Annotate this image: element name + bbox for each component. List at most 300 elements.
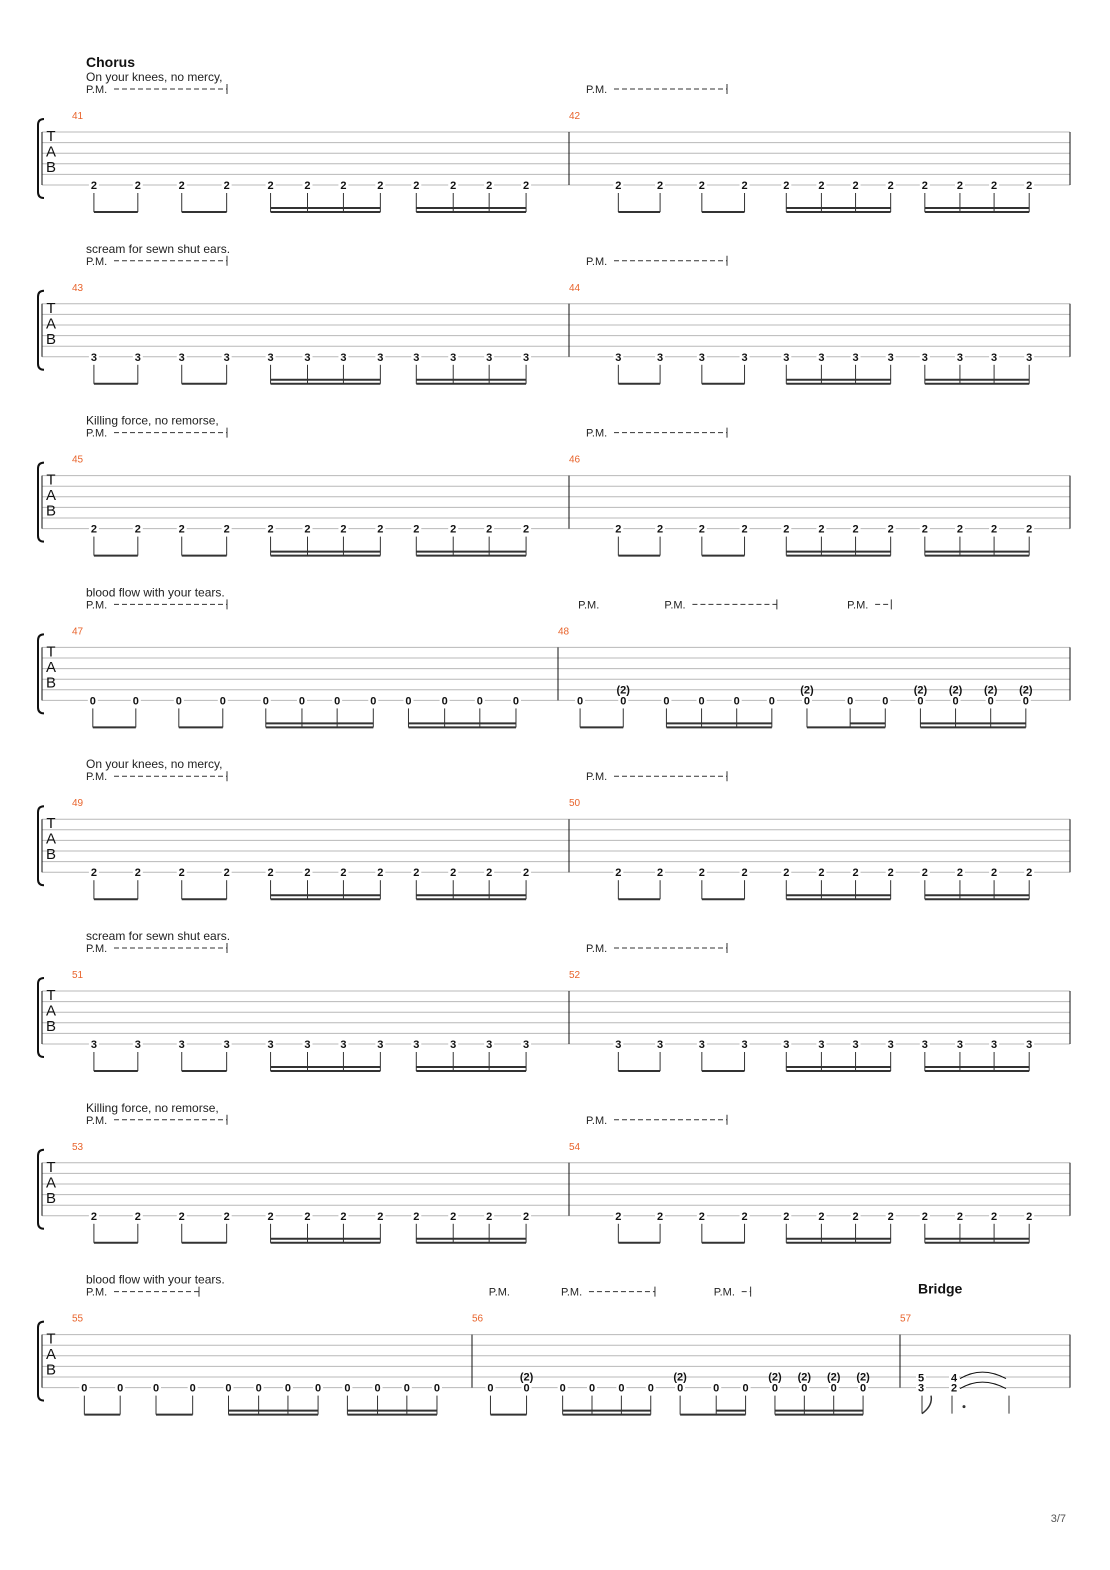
fret-number: 3: [615, 1039, 622, 1051]
tab-system: [38, 757, 1070, 899]
fret-number: 2: [450, 1210, 457, 1223]
fret-number: 2: [178, 180, 185, 192]
fret-number: 2: [90, 1210, 97, 1223]
fret-number: 2: [267, 180, 274, 192]
fret-number: 3: [178, 351, 185, 364]
system-bracket: [38, 1150, 44, 1229]
fret-number: 2: [783, 523, 790, 536]
ghost-note: (2): [768, 1371, 782, 1384]
fret-number: 2: [486, 867, 493, 880]
fret-number: 2: [1026, 180, 1033, 192]
fret-number: 2: [991, 523, 998, 536]
ghost-note: (2): [826, 1371, 841, 1384]
tab-system: [38, 585, 1070, 727]
palm-mute-label: P.M.: [586, 255, 608, 268]
fret-number: 2: [921, 180, 928, 192]
fret-number: 0: [698, 695, 705, 708]
fret-number: 2: [450, 180, 457, 192]
fret-number: 2: [486, 1210, 493, 1223]
fret-number: 0: [433, 1382, 441, 1395]
fret-number: 3: [523, 1039, 530, 1051]
fret-number: 2: [523, 867, 530, 880]
fret-number: 2: [413, 1210, 420, 1223]
fret-number: 3: [267, 1039, 274, 1051]
fret-number: 0: [588, 1382, 596, 1395]
fret-number: 2: [90, 180, 97, 192]
measure-number: 41: [72, 111, 84, 122]
measure-number: 48: [558, 626, 570, 638]
fret-number: 2: [921, 867, 928, 880]
fret-number: 3: [698, 351, 705, 364]
tab-clef-letter: A: [45, 1174, 57, 1192]
fret-number: 2: [377, 867, 384, 880]
fret-number: 0: [523, 1382, 530, 1395]
fret-number: 3: [223, 351, 230, 364]
measure-number: 46: [569, 454, 581, 466]
lyric-line: Killing force, no remorse,: [86, 413, 219, 428]
fret-number: 0: [405, 695, 412, 708]
system-bracket: [38, 806, 44, 885]
ghost-note: (2): [983, 684, 998, 697]
fret-number: 2: [956, 867, 963, 880]
fret-number: 0: [647, 1382, 654, 1395]
fret-number: 0: [298, 695, 306, 708]
page-number: 3/7: [1050, 1513, 1066, 1525]
fret-number: 2: [956, 1210, 963, 1223]
fret-number: 2: [887, 180, 894, 192]
fret-number: 0: [677, 1382, 684, 1395]
fret-number: 0: [89, 695, 96, 708]
fret-number: 0: [742, 1382, 749, 1395]
ghost-note: (2): [519, 1371, 534, 1384]
fret-number: 3: [991, 351, 998, 364]
fret-number: 0: [81, 1382, 88, 1395]
note-flag: [922, 1396, 931, 1414]
tab-system: [38, 242, 1070, 384]
tab-clef-letter: A: [45, 143, 57, 161]
fret-number: 3: [486, 1039, 493, 1051]
fret-number: 0: [219, 695, 226, 708]
chord-fret-top: 5: [917, 1372, 925, 1385]
system-bracket: [38, 1322, 44, 1401]
tab-clef-letter: A: [45, 830, 57, 848]
fret-number: 2: [450, 523, 457, 536]
fret-number: 3: [956, 1039, 963, 1051]
dot: [963, 1405, 966, 1408]
fret-number: 2: [134, 523, 141, 536]
fret-number: 3: [90, 351, 97, 364]
fret-number: 2: [134, 180, 141, 192]
fret-number: 3: [340, 1039, 347, 1051]
fret-number: 0: [334, 695, 341, 708]
fret-number: 0: [801, 1382, 808, 1395]
fret-number: 2: [523, 180, 530, 192]
fret-number: 3: [413, 351, 420, 364]
section-label: Chorus: [86, 54, 135, 70]
fret-number: 3: [657, 351, 664, 364]
fret-number: 2: [818, 867, 825, 880]
fret-number: 0: [132, 695, 139, 708]
fret-number: 3: [818, 1039, 825, 1051]
fret-number: 2: [657, 867, 664, 880]
measure-number: 43: [72, 282, 84, 294]
palm-mute-label: P.M.: [586, 427, 608, 440]
tab-system: [38, 929, 1070, 1071]
fret-number: 2: [223, 523, 230, 536]
fret-number: 2: [657, 523, 664, 536]
fret-number: 3: [818, 351, 825, 364]
palm-mute-label: P.M.: [86, 84, 108, 96]
fret-number: 2: [1026, 867, 1033, 880]
fret-number: 2: [1026, 523, 1033, 536]
fret-number: 0: [733, 695, 740, 708]
fret-number: 3: [304, 1039, 311, 1051]
fret-number: 2: [304, 867, 311, 880]
fret-number: 2: [178, 867, 185, 880]
fret-number: 0: [117, 1382, 124, 1395]
system-bracket: [38, 119, 44, 198]
fret-number: 0: [344, 1382, 351, 1395]
fret-number: 0: [152, 1382, 160, 1395]
fret-number: 2: [1026, 1210, 1033, 1223]
fret-number: 2: [615, 180, 622, 192]
lyric-line: blood flow with your tears.: [86, 585, 225, 600]
measure-number: 49: [72, 798, 84, 810]
tab-clef-letter: T: [46, 643, 56, 661]
ghost-note: (2): [616, 684, 630, 697]
lyric-line: On your knees, no mercy,: [86, 757, 223, 772]
fret-number: 0: [255, 1382, 262, 1395]
fret-number: 2: [657, 1210, 664, 1223]
fret-number: 3: [698, 1039, 705, 1051]
measure-number: 42: [569, 111, 581, 122]
fret-number: 3: [377, 351, 384, 364]
tab-clef-letter: B: [45, 502, 57, 520]
palm-mute-label: P.M.: [86, 255, 108, 268]
ghost-note: (2): [800, 684, 814, 697]
tab-clef-letter: T: [46, 299, 56, 317]
palm-mute-label: P.M.: [586, 943, 608, 955]
fret-number: 2: [852, 180, 859, 192]
fret-number: 3: [486, 351, 493, 364]
palm-mute-label: P.M.: [578, 599, 600, 612]
lyric-line: scream for sewn shut ears.: [86, 241, 231, 256]
fret-number: 3: [887, 351, 894, 364]
measure-number: 45: [72, 454, 84, 466]
fret-number: 0: [620, 695, 627, 708]
fret-number: 2: [852, 1210, 859, 1223]
fret-number: 3: [615, 351, 622, 364]
fret-number: 2: [818, 523, 825, 536]
tab-clef-letter: T: [46, 1330, 56, 1348]
fret-number: 3: [852, 351, 859, 364]
tab-clef-letter: A: [45, 487, 57, 505]
fret-number: 0: [487, 1382, 494, 1395]
fret-number: 2: [887, 1210, 894, 1223]
tab-clef-letter: B: [45, 330, 57, 348]
tab-clef-letter: B: [45, 1018, 57, 1035]
tab-system: [38, 54, 1070, 212]
fret-number: 0: [830, 1382, 837, 1395]
fret-number: 3: [267, 351, 274, 364]
tab-clef-letter: B: [45, 159, 57, 176]
fret-number: 0: [577, 695, 584, 708]
ghost-note: (2): [1019, 684, 1033, 697]
fret-number: 0: [713, 1382, 720, 1395]
fret-number: 3: [783, 351, 790, 364]
tab-clef-letter: B: [45, 1189, 57, 1207]
system-bracket: [38, 978, 44, 1057]
fret-number: 0: [370, 695, 377, 708]
fret-number: 2: [486, 523, 493, 536]
palm-mute-label: P.M.: [86, 943, 108, 955]
ghost-note: (2): [673, 1371, 687, 1384]
measure-number: 57: [900, 1313, 912, 1325]
section-label: Bridge: [918, 1280, 963, 1297]
fret-number: 2: [698, 523, 705, 536]
chord-fret-top: 4: [950, 1372, 958, 1385]
tab-system: [38, 414, 1070, 556]
fret-number: 2: [413, 523, 420, 536]
tab-clef-letter: A: [45, 658, 57, 676]
measure-number: 51: [72, 970, 84, 981]
fret-number: 2: [783, 867, 790, 880]
fret-number: 2: [340, 867, 347, 880]
fret-number: 2: [90, 867, 97, 880]
fret-number: 2: [134, 1210, 141, 1223]
palm-mute-label: P.M.: [86, 1286, 108, 1299]
measure-number: 47: [72, 626, 84, 638]
fret-number: 2: [741, 180, 748, 192]
tab-system: [38, 1273, 1070, 1415]
lyric-line: On your knees, no mercy,: [86, 70, 223, 84]
fret-number: 2: [887, 523, 894, 536]
fret-number: 0: [847, 695, 854, 708]
fret-number: 2: [818, 1210, 825, 1223]
fret-number: 2: [340, 523, 347, 536]
tab-clef-letter: T: [46, 987, 56, 1004]
fret-number: 0: [663, 695, 670, 708]
palm-mute-label: P.M.: [586, 771, 608, 784]
system-bracket: [38, 291, 44, 370]
ghost-note: (2): [856, 1371, 870, 1384]
fret-number: 0: [768, 695, 775, 708]
chord-fret-bottom: 3: [917, 1382, 925, 1395]
palm-mute-label: P.M.: [86, 1114, 108, 1127]
fret-number: 2: [783, 180, 790, 192]
fret-number: 2: [741, 867, 748, 880]
fret-number: 2: [523, 1210, 530, 1223]
fret-number: 2: [304, 523, 311, 536]
measure-number: 54: [569, 1141, 581, 1153]
fret-number: 0: [175, 695, 182, 708]
palm-mute-label: P.M.: [86, 427, 108, 440]
fret-number: 2: [818, 180, 825, 192]
fret-number: 3: [1026, 1039, 1033, 1051]
tie: [960, 1372, 1006, 1379]
ghost-note: (2): [913, 684, 928, 697]
fret-number: 2: [223, 867, 230, 880]
fret-number: 2: [178, 523, 185, 536]
fret-number: 2: [698, 1210, 705, 1223]
chord-fret-bottom: 2: [950, 1382, 958, 1395]
fret-number: 2: [921, 523, 928, 536]
ghost-note: (2): [948, 684, 963, 697]
fret-number: 0: [771, 1382, 779, 1395]
fret-number: 0: [225, 1382, 232, 1395]
fret-number: 0: [618, 1382, 625, 1395]
fret-number: 3: [134, 351, 141, 364]
system-bracket: [38, 634, 44, 713]
fret-number: 2: [887, 867, 894, 880]
palm-mute-label: P.M.: [86, 771, 108, 784]
fret-number: 2: [304, 180, 311, 192]
fret-number: 0: [284, 1382, 292, 1395]
fret-number: 2: [223, 180, 230, 192]
fret-number: 2: [134, 867, 141, 880]
fret-number: 2: [615, 867, 622, 880]
fret-number: 0: [1022, 695, 1029, 708]
fret-number: 2: [267, 867, 274, 880]
fret-number: 0: [917, 695, 924, 708]
measure-number: 56: [472, 1313, 484, 1325]
tab-clef-letter: T: [46, 1158, 56, 1176]
palm-mute-label: P.M.: [86, 599, 108, 612]
ghost-note: (2): [797, 1371, 812, 1384]
fret-number: 2: [377, 523, 384, 536]
fret-number: 3: [991, 1039, 998, 1051]
fret-number: 3: [178, 1039, 185, 1051]
tab-clef-letter: T: [46, 471, 56, 489]
fret-number: 2: [956, 523, 963, 536]
fret-number: 2: [450, 867, 457, 880]
fret-number: 3: [852, 1039, 859, 1051]
tab-clef-letter: A: [45, 1346, 57, 1364]
fret-number: 2: [486, 180, 493, 192]
fret-number: 0: [559, 1382, 566, 1395]
palm-mute-label: P.M.: [664, 599, 686, 612]
fret-number: 0: [476, 695, 483, 708]
fret-number: 3: [956, 351, 963, 364]
fret-number: 0: [315, 1382, 322, 1395]
fret-number: 2: [267, 1210, 274, 1223]
fret-number: 2: [340, 180, 347, 192]
fret-number: 2: [178, 1210, 185, 1223]
fret-number: 2: [991, 1210, 998, 1223]
fret-number: 2: [741, 523, 748, 536]
fret-number: 0: [987, 695, 994, 708]
fret-number: 2: [852, 867, 859, 880]
fret-number: 3: [340, 351, 347, 364]
palm-mute-label: P.M.: [586, 1114, 608, 1127]
fret-number: 2: [698, 180, 705, 192]
fret-number: 2: [377, 1210, 384, 1223]
fret-number: 2: [223, 1210, 230, 1223]
fret-number: 0: [374, 1382, 381, 1395]
fret-number: 2: [991, 867, 998, 880]
fret-number: 0: [952, 695, 959, 708]
fret-number: 2: [657, 180, 664, 192]
fret-number: 3: [783, 1039, 790, 1051]
tab-clef-letter: B: [45, 674, 57, 692]
fret-number: 2: [741, 1210, 748, 1223]
fret-number: 3: [134, 1039, 141, 1051]
fret-number: 2: [413, 867, 420, 880]
lyric-line: scream for sewn shut ears.: [86, 929, 231, 943]
tab-clef-letter: T: [46, 128, 56, 145]
fret-number: 2: [340, 1210, 347, 1223]
fret-number: 3: [304, 351, 311, 364]
fret-number: 3: [887, 1039, 894, 1051]
fret-number: 3: [523, 351, 530, 364]
measure-number: 55: [72, 1313, 84, 1325]
fret-number: 2: [377, 180, 384, 192]
measure-number: 53: [72, 1141, 84, 1153]
fret-number: 0: [512, 695, 520, 708]
fret-number: 0: [882, 695, 889, 708]
tab-system: [38, 1101, 1070, 1243]
palm-mute-label: P.M.: [713, 1286, 735, 1299]
fret-number: 2: [956, 180, 963, 192]
fret-number: 3: [1026, 351, 1033, 364]
fret-number: 3: [657, 1039, 664, 1051]
fret-number: 0: [803, 695, 811, 708]
fret-number: 3: [921, 351, 928, 364]
fret-number: 2: [698, 867, 705, 880]
fret-number: 2: [615, 1210, 622, 1223]
fret-number: 2: [304, 1210, 311, 1223]
fret-number: 3: [223, 1039, 230, 1051]
fret-number: 0: [403, 1382, 410, 1395]
tab-clef-letter: B: [45, 846, 57, 864]
fret-number: 0: [441, 695, 448, 708]
fret-number: 2: [267, 523, 274, 536]
palm-mute-label: P.M.: [488, 1286, 510, 1299]
fret-number: 3: [450, 1039, 457, 1051]
fret-number: 3: [413, 1039, 420, 1051]
tab-clef-letter: T: [46, 815, 56, 833]
measure-number: 44: [569, 282, 581, 294]
fret-number: 2: [852, 523, 859, 536]
fret-number: 3: [377, 1039, 384, 1051]
lyric-line: Killing force, no remorse,: [86, 1100, 219, 1115]
fret-number: 3: [741, 351, 748, 364]
fret-number: 2: [991, 180, 998, 192]
fret-number: 3: [90, 1039, 97, 1051]
system-bracket: [38, 463, 44, 542]
palm-mute-label: P.M.: [847, 599, 869, 612]
fret-number: 0: [860, 1382, 867, 1395]
fret-number: 2: [90, 523, 97, 536]
tab-clef-letter: B: [45, 1361, 57, 1379]
fret-number: 2: [615, 523, 622, 536]
lyric-line: blood flow with your tears.: [86, 1272, 225, 1287]
fret-number: 2: [523, 523, 530, 536]
fret-number: 3: [741, 1039, 748, 1051]
tab-clef-letter: A: [45, 315, 57, 333]
fret-number: 2: [921, 1210, 928, 1223]
palm-mute-label: P.M.: [586, 84, 608, 96]
measure-number: 52: [569, 970, 581, 981]
tab-clef-letter: A: [45, 1002, 57, 1020]
fret-number: 0: [189, 1382, 196, 1395]
palm-mute-label: P.M.: [560, 1286, 583, 1299]
fret-number: 0: [262, 695, 269, 708]
fret-number: 3: [450, 351, 457, 364]
measure-number: 50: [569, 798, 581, 810]
fret-number: 3: [921, 1039, 928, 1051]
fret-number: 2: [783, 1210, 790, 1223]
